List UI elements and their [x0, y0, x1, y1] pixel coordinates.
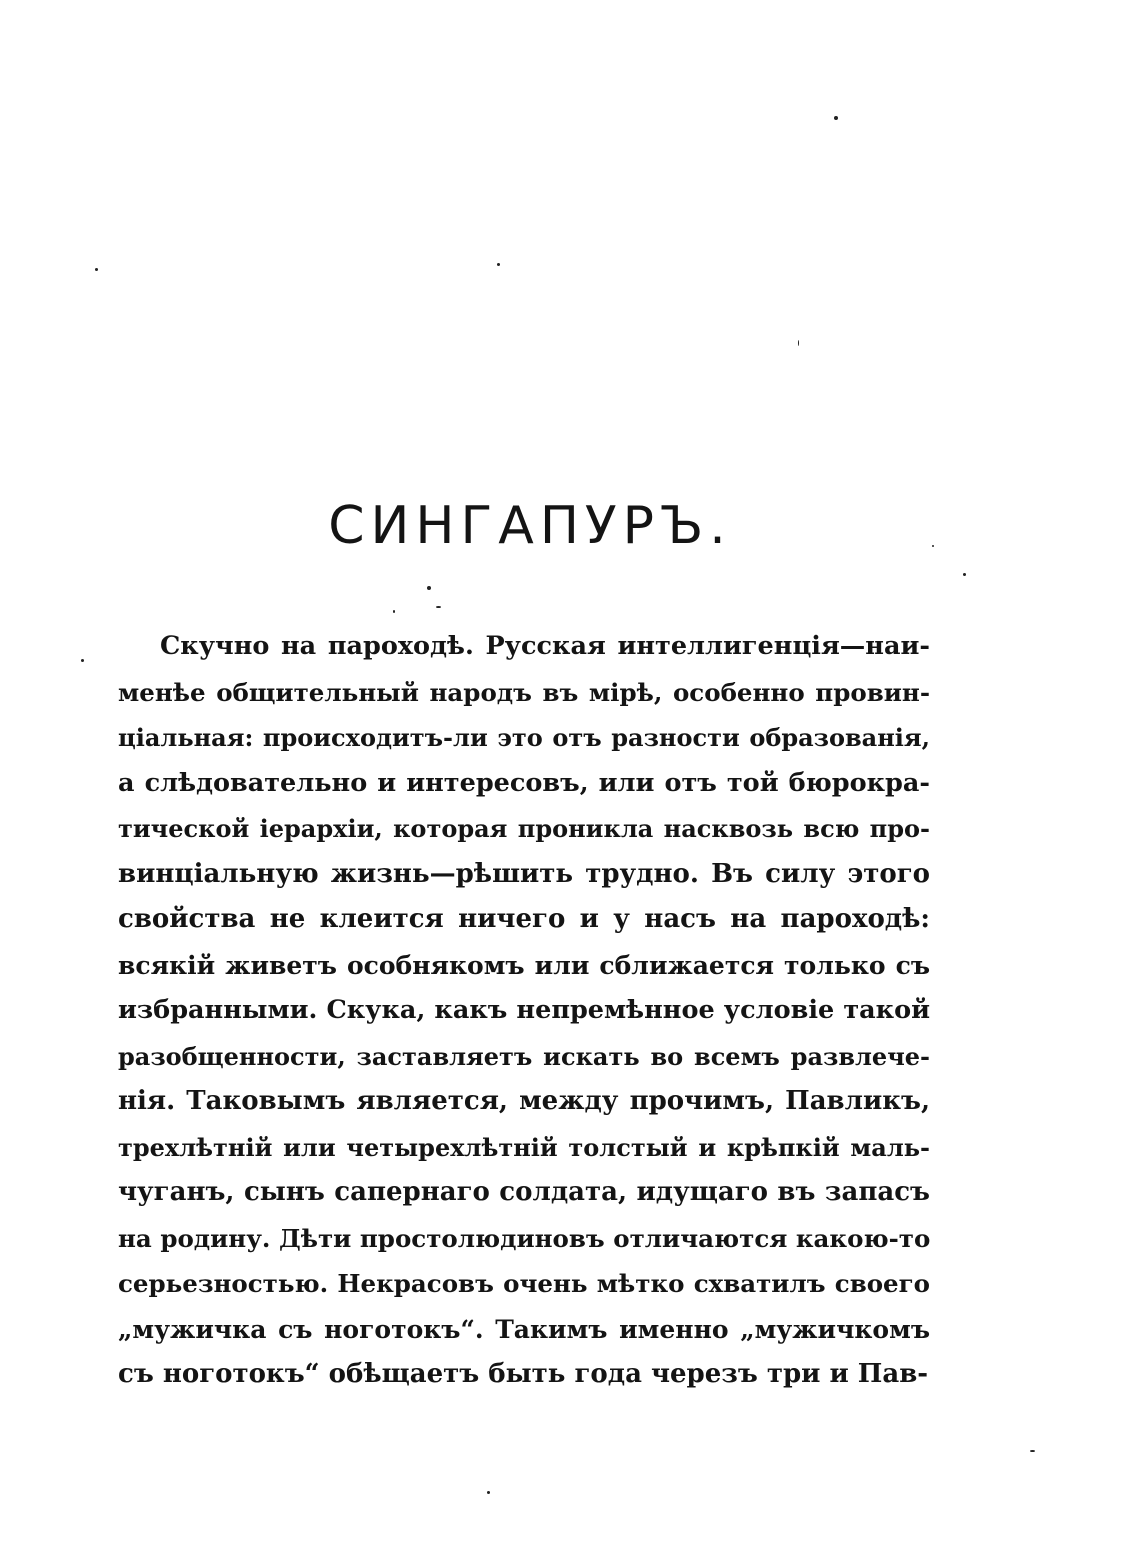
text-line: избранными. Скука, какъ непремѣнное условіе такой — [118, 995, 930, 1025]
text-line: трехлѣтній или четырехлѣтній толстый и крѣпкій маль- — [118, 1132, 930, 1162]
text-line: Скучно на пароходѣ. Русская интеллигенція—наи- — [160, 631, 930, 661]
scan-speck — [834, 116, 838, 120]
scan-speck — [932, 545, 934, 547]
text-line: нія. Таковымъ является, между прочимъ, Павликъ, — [118, 1086, 930, 1116]
scan-speck — [427, 586, 431, 590]
scan-speck — [487, 1491, 490, 1494]
text-line: всякій живетъ особнякомъ или сближается только съ — [118, 950, 930, 980]
text-line: чуганъ, сынъ сапернаго солдата, идущаго въ запасъ — [118, 1177, 930, 1207]
text-line: менѣе общительный народъ въ мірѣ, особенно провин- — [118, 677, 930, 707]
text-line: винціальную жизнь—рѣшить трудно. Въ силу этого — [118, 858, 930, 889]
scan-speck — [81, 659, 84, 662]
text-line: на родину. Дѣти простолюдиновъ отличаются какою-то — [118, 1223, 931, 1253]
text-line: свойства не клеится ничего и у насъ на пароходѣ: — [118, 904, 930, 934]
scan-speck — [798, 340, 799, 346]
scan-speck — [436, 606, 441, 608]
scan-speck — [1030, 1450, 1035, 1452]
chapter-title: СИНГАПУРЪ. — [328, 496, 732, 556]
scan-speck — [963, 573, 966, 576]
scan-speck — [497, 263, 500, 266]
body-text — [118, 624, 930, 1398]
text-line: а слѣдовательно и интересовъ, или отъ той бюрокра- — [118, 767, 930, 798]
text-line: „мужичка съ ноготокъ“. Такимъ именно „мужичкомъ — [118, 1314, 930, 1344]
text-line: съ ноготокъ“ обѣщаетъ быть года черезъ три и Пав- — [118, 1359, 929, 1389]
text-line: ціальная: происходитъ-ли это отъ разности образованія, — [118, 723, 930, 752]
text-line: тической іерархіи, которая проникла насквозь всю про- — [118, 814, 930, 843]
text-line: разобщенности, заставляетъ искать во всемъ развлече- — [118, 1041, 930, 1071]
text-line: серьезностью. Некрасовъ очень мѣтко схватилъ своего — [118, 1269, 930, 1298]
scan-speck — [95, 268, 98, 271]
scan-speck — [393, 610, 395, 613]
